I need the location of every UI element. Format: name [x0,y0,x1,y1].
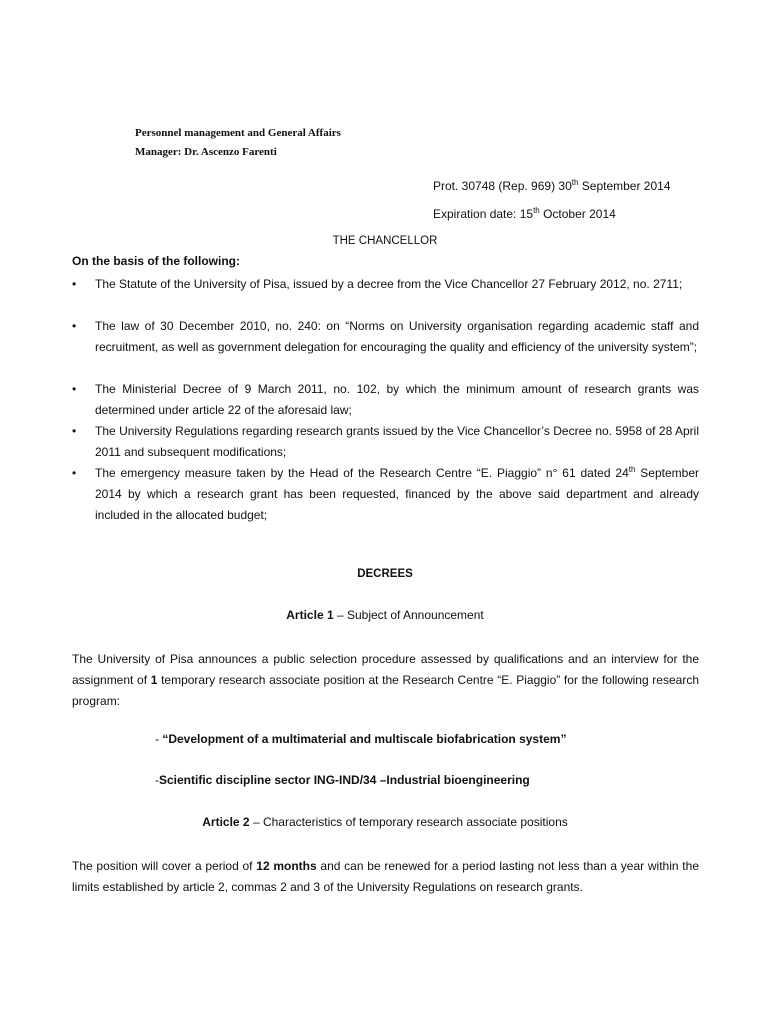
bullet-icon: • [72,382,77,396]
article-1-heading: Article 1 – Subject of Announcement [286,608,484,622]
list-item: • The law of 30 December 2010, no. 240: on “Norms on University organisation regarding academic staff and recruitment, as well as government delegation for encouraging the quality and efficiency of the university system”; [72,316,699,379]
bullet-icon: • [72,466,77,480]
bullet-icon: • [72,277,77,291]
basis-list [72,274,699,526]
bullet-icon: • [72,319,77,333]
article-1-paragraph: The University of Pisa announces a public selection procedure assessed by qualifications and an interview for the assignment of 1 temporary research associate position at the Research Centre “E. Piaggio” for the following research program: [72,652,699,708]
article-2-heading: Article 2 – Characteristics of temporary research associate positions [202,815,568,829]
discipline-sector: -Scientific discipline sector ING-IND/34 –Industrial bioengineering [155,773,530,787]
research-program-title: - “Development of a multimaterial and multiscale biofabrication system” [155,732,567,746]
manager-name: Manager: Dr. Ascenzo Farenti [135,146,277,158]
article-2-paragraph: The position will cover a period of 12 months and can be renewed for a period lasting not less than a year within the limits established by article 2, commas 2 and 3 of the University Regulations on research grants. [72,859,699,894]
protocol-line: Prot. 30748 (Rep. 969) 30th September 2014 [433,178,671,193]
document-title: THE CHANCELLOR [332,235,438,247]
list-item: • The Ministerial Decree of 9 March 2011, no. 102, by which the minimum amount of research grants was determined under article 22 of the aforesaid law; [72,379,699,421]
list-item: • The Statute of the University of Pisa, issued by a decree from the Vice Chancellor 27 February 2012, no. 2711; [72,274,699,316]
list-item: • The emergency measure taken by the Head of the Research Centre “E. Piaggio” n° 61 dated 24th September 2014 by which a research grant has been requested, financed by the above said department and already included in the allocated budget; [72,465,699,522]
basis-heading: On the basis of the following: [72,254,240,268]
expiration-date: Expiration date: 15th October 2014 [433,206,616,221]
list-item: • The University Regulations regarding research grants issued by the Vice Chancellor’s Decree no. 5958 of 28 April 2011 and subsequent modifications; [72,421,699,463]
decrees-heading: DECREES [357,568,413,580]
office-name: Personnel management and General Affairs [135,127,341,139]
bullet-icon: • [72,424,77,438]
